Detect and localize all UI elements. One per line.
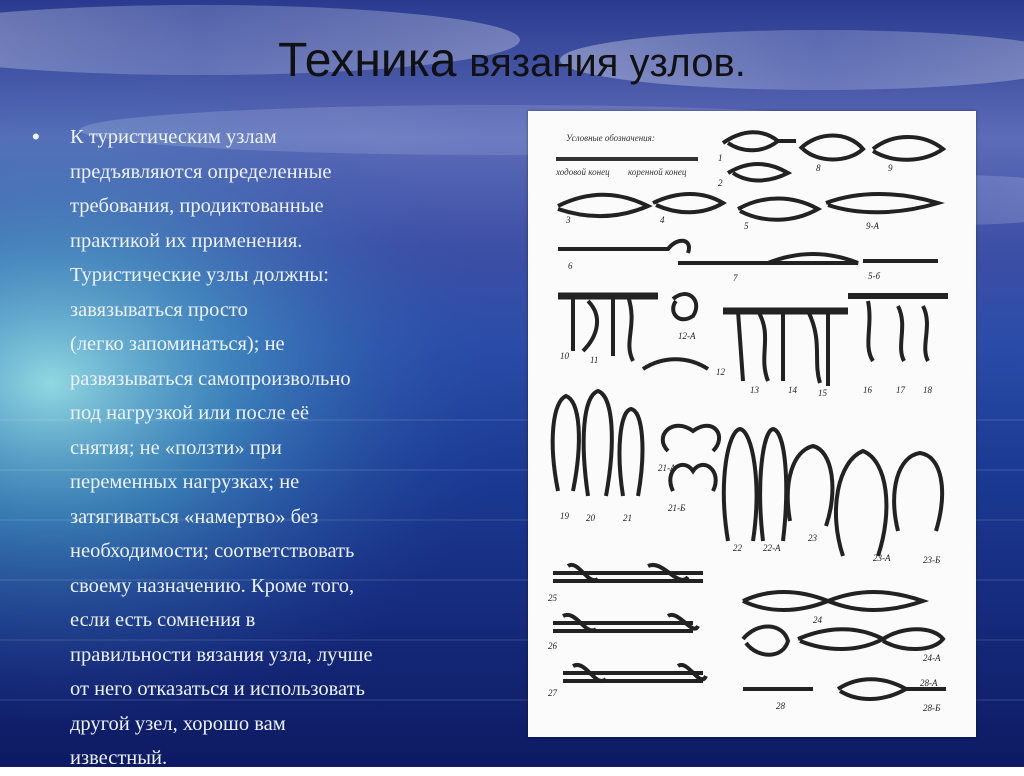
body-line: Туристические узлы должны:: [70, 264, 329, 286]
svg-text:20: 20: [586, 513, 595, 523]
svg-text:25: 25: [548, 593, 557, 603]
svg-text:11: 11: [590, 355, 599, 365]
bullet-marker: •: [32, 124, 40, 149]
body-paragraph: [70, 120, 510, 776]
body-line: своему назначению. Кроме того,: [70, 574, 355, 597]
svg-text:12: 12: [716, 367, 725, 377]
body-line: переменных нагрузках; не: [70, 471, 300, 493]
svg-text:17: 17: [896, 385, 905, 395]
body-line: требования, продиктованные: [70, 195, 324, 217]
svg-text:1: 1: [718, 153, 723, 163]
svg-text:8: 8: [816, 163, 821, 173]
legend-running-end: ходовой конец: [556, 167, 610, 177]
body-line: К туристическим узлам: [70, 126, 277, 148]
svg-text:28: 28: [776, 701, 785, 711]
slide-title-part2: вязания узлов.: [469, 41, 746, 85]
body-line: (легко запоминаться); не: [70, 333, 285, 355]
body-line: завязываться просто: [70, 298, 248, 321]
svg-text:21-А: 21-А: [658, 463, 676, 473]
legend-title: Условные обозначения:: [566, 133, 655, 143]
body-line: затягиваться «намертво» без: [70, 505, 319, 528]
body-line: известный.: [70, 747, 168, 769]
svg-text:7: 7: [733, 273, 738, 283]
body-line: если есть сомнения в: [70, 609, 256, 631]
slide-title-part1: Техника: [278, 34, 457, 87]
svg-text:9: 9: [888, 163, 893, 173]
svg-text:24-А: 24-А: [923, 653, 941, 663]
body-line: другой узел, хорошо вам: [70, 712, 286, 735]
svg-text:13: 13: [750, 385, 759, 395]
svg-text:21: 21: [623, 513, 632, 523]
svg-text:12-А: 12-А: [678, 331, 696, 341]
svg-text:5-б: 5-б: [868, 271, 881, 281]
svg-text:24: 24: [813, 615, 822, 625]
svg-text:6: 6: [568, 261, 573, 271]
svg-text:4: 4: [660, 215, 665, 225]
body-line: снятия; не «ползти» при: [70, 436, 282, 459]
svg-text:5: 5: [744, 221, 749, 231]
svg-text:9-А: 9-А: [866, 221, 879, 231]
body-line: под нагрузкой или после её: [70, 402, 310, 424]
body-line: от него отказаться и использовать: [70, 678, 365, 700]
svg-text:18: 18: [923, 385, 932, 395]
svg-text:28-А: 28-А: [920, 678, 938, 688]
svg-text:26: 26: [548, 641, 557, 651]
svg-text:16: 16: [863, 385, 872, 395]
svg-text:22-А: 22-А: [763, 543, 781, 553]
svg-text:3: 3: [566, 215, 571, 225]
knots-illustration: [528, 111, 976, 737]
svg-text:28-Б: 28-Б: [923, 703, 941, 713]
svg-text:27: 27: [548, 688, 557, 698]
svg-text:14: 14: [788, 385, 797, 395]
svg-text:23: 23: [808, 533, 817, 543]
body-line: правильности вязания узла, лучше: [70, 643, 373, 666]
svg-text:15: 15: [818, 388, 827, 398]
legend-root-end: коренной конец: [628, 167, 687, 177]
body-line: предъявляются определенные: [70, 160, 332, 183]
knot-drawings: [553, 132, 948, 699]
svg-text:19: 19: [560, 511, 569, 521]
svg-text:23-Б: 23-Б: [923, 555, 941, 565]
body-line: необходимости; соответствовать: [70, 540, 355, 562]
svg-text:21-Б: 21-Б: [668, 503, 686, 513]
svg-text:22: 22: [733, 543, 742, 553]
body-line: практикой их применения.: [70, 229, 303, 252]
body-line: развязываться самопроизвольно: [70, 367, 351, 390]
svg-text:2: 2: [718, 178, 723, 188]
svg-text:23-А: 23-А: [873, 553, 891, 563]
svg-text:10: 10: [560, 351, 569, 361]
slide-title: [0, 30, 1024, 93]
